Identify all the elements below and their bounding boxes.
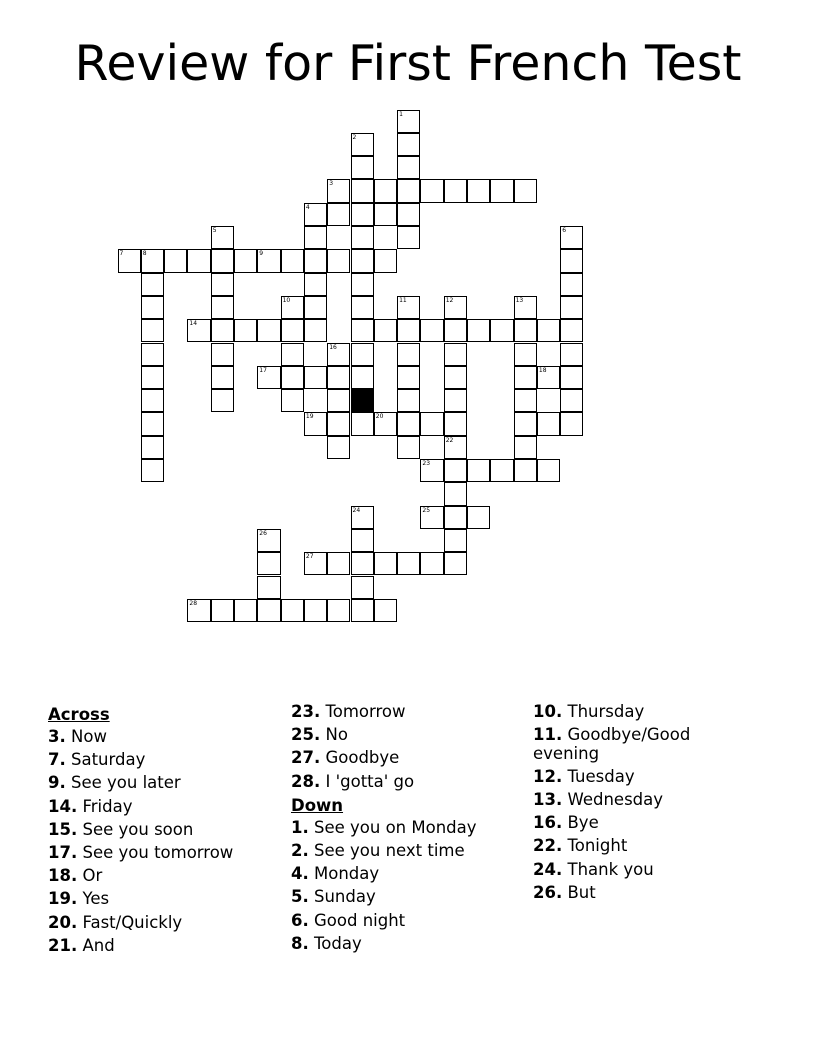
grid-cell[interactable] bbox=[444, 506, 467, 529]
clue-item-number: 27. bbox=[291, 748, 321, 768]
grid-cell[interactable] bbox=[420, 506, 443, 529]
grid-cell[interactable] bbox=[351, 506, 374, 529]
clue-item-number: 22. bbox=[533, 836, 563, 856]
clue-item bbox=[291, 749, 531, 768]
clue-item-text: Sunday bbox=[314, 887, 376, 907]
clue-number: 28 bbox=[189, 599, 198, 607]
clue-item bbox=[48, 798, 288, 817]
grid-cell[interactable] bbox=[444, 179, 467, 202]
clue-item-number: 21. bbox=[48, 935, 78, 955]
grid-cell[interactable] bbox=[444, 412, 467, 435]
clue-number: 7 bbox=[119, 250, 124, 258]
grid-cell[interactable] bbox=[397, 296, 420, 319]
clue-item-text: Goodbye/Good evening bbox=[533, 725, 691, 763]
grid-cell[interactable] bbox=[351, 552, 374, 575]
grid-cell[interactable] bbox=[514, 296, 537, 319]
grid-cell[interactable] bbox=[211, 366, 234, 389]
clue-item bbox=[291, 888, 531, 907]
grid-cell[interactable] bbox=[141, 249, 164, 272]
clue-item-text: Tonight bbox=[567, 836, 628, 856]
clue-item-number: 12. bbox=[533, 766, 563, 786]
clue-item-text: No bbox=[325, 725, 348, 745]
clue-item bbox=[48, 821, 288, 840]
grid-cell[interactable] bbox=[397, 389, 420, 412]
grid-cell[interactable] bbox=[327, 249, 350, 272]
clue-item bbox=[291, 912, 531, 931]
grid-cell[interactable] bbox=[351, 156, 374, 179]
grid-cell[interactable] bbox=[420, 412, 443, 435]
grid-cell[interactable] bbox=[118, 249, 141, 272]
grid-cell[interactable] bbox=[351, 576, 374, 599]
clue-item bbox=[291, 773, 531, 792]
grid-cell[interactable] bbox=[257, 576, 280, 599]
grid-cell[interactable] bbox=[560, 273, 583, 296]
grid-cell[interactable] bbox=[257, 599, 280, 622]
grid-cell[interactable] bbox=[537, 459, 560, 482]
clue-item-text: Tuesday bbox=[567, 766, 635, 786]
clue-number: 12 bbox=[445, 296, 454, 304]
grid-cell[interactable] bbox=[234, 319, 257, 342]
clue-item bbox=[291, 819, 531, 838]
clue-item-number: 5. bbox=[291, 887, 309, 907]
clue-number: 25 bbox=[422, 506, 431, 514]
grid-cell[interactable] bbox=[397, 133, 420, 156]
grid-cell[interactable] bbox=[444, 482, 467, 505]
grid-cell[interactable] bbox=[141, 319, 164, 342]
grid-cell[interactable] bbox=[304, 412, 327, 435]
grid-cell[interactable] bbox=[351, 599, 374, 622]
clue-number: 14 bbox=[189, 320, 198, 328]
clue-item-number: 1. bbox=[291, 817, 309, 837]
clue-item-text: Goodbye bbox=[325, 748, 400, 768]
clue-item bbox=[48, 937, 288, 956]
clue-item bbox=[291, 935, 531, 954]
grid-cell[interactable] bbox=[281, 366, 304, 389]
grid-cell[interactable] bbox=[444, 459, 467, 482]
grid-cell[interactable] bbox=[351, 249, 374, 272]
grid-cell[interactable] bbox=[537, 412, 560, 435]
grid-cell[interactable] bbox=[351, 343, 374, 366]
clue-item bbox=[533, 884, 733, 903]
grid-cell[interactable] bbox=[374, 599, 397, 622]
grid-cell[interactable] bbox=[397, 366, 420, 389]
grid-cell[interactable] bbox=[257, 529, 280, 552]
grid-cell[interactable] bbox=[281, 389, 304, 412]
grid-cell[interactable] bbox=[211, 599, 234, 622]
clue-item-text: Yes bbox=[82, 889, 110, 909]
grid-cell[interactable] bbox=[537, 366, 560, 389]
clue-item bbox=[533, 726, 733, 763]
grid-cell[interactable] bbox=[514, 389, 537, 412]
grid-cell[interactable] bbox=[281, 296, 304, 319]
clue-number: 27 bbox=[305, 553, 314, 561]
clue-item-number: 23. bbox=[291, 702, 321, 721]
grid-cell[interactable] bbox=[560, 296, 583, 319]
clue-item bbox=[533, 768, 733, 787]
clue-item-text: See you later bbox=[71, 773, 181, 793]
clue-item-text: See you on Monday bbox=[314, 817, 477, 837]
clue-item bbox=[533, 791, 733, 810]
grid-cell[interactable] bbox=[514, 436, 537, 459]
black-square bbox=[351, 389, 374, 412]
clue-item-number: 28. bbox=[291, 771, 321, 791]
grid-cell[interactable] bbox=[304, 273, 327, 296]
clue-item bbox=[533, 703, 733, 722]
grid-cell[interactable] bbox=[514, 343, 537, 366]
grid-cell[interactable] bbox=[234, 599, 257, 622]
grid-cell[interactable] bbox=[141, 389, 164, 412]
grid-cell[interactable] bbox=[560, 389, 583, 412]
clue-item bbox=[48, 728, 288, 747]
clue-item-text: Today bbox=[314, 933, 362, 953]
clue-section-heading: Down bbox=[291, 795, 344, 815]
grid-cell[interactable] bbox=[304, 599, 327, 622]
clue-section-heading: Across bbox=[48, 705, 110, 724]
grid-cell[interactable] bbox=[420, 459, 443, 482]
clue-item bbox=[291, 842, 531, 861]
clue-item-text: Fast/Quickly bbox=[82, 912, 183, 932]
clue-number: 10 bbox=[282, 296, 291, 304]
grid-cell[interactable] bbox=[397, 412, 420, 435]
grid-cell[interactable] bbox=[327, 343, 350, 366]
grid-cell[interactable] bbox=[141, 436, 164, 459]
clue-item-text: Tomorrow bbox=[325, 702, 406, 721]
clue-number: 2 bbox=[352, 133, 357, 141]
clue-number: 19 bbox=[305, 413, 314, 421]
clue-column-2 bbox=[291, 703, 531, 958]
grid-cell[interactable] bbox=[444, 343, 467, 366]
grid-cell[interactable] bbox=[397, 203, 420, 226]
clue-number: 17 bbox=[259, 366, 267, 374]
grid-cell[interactable] bbox=[211, 226, 234, 249]
grid-cell[interactable] bbox=[327, 203, 350, 226]
grid-cell[interactable] bbox=[327, 366, 350, 389]
grid-cell[interactable] bbox=[514, 179, 537, 202]
grid-cell[interactable] bbox=[187, 599, 210, 622]
grid-cell[interactable] bbox=[211, 389, 234, 412]
grid-cell[interactable] bbox=[397, 343, 420, 366]
clue-item-number: 18. bbox=[48, 866, 78, 886]
grid-cell[interactable] bbox=[490, 319, 513, 342]
grid-cell[interactable] bbox=[467, 506, 490, 529]
grid-cell[interactable] bbox=[304, 249, 327, 272]
grid-cell[interactable] bbox=[514, 319, 537, 342]
grid-cell[interactable] bbox=[444, 296, 467, 319]
grid-cell[interactable] bbox=[141, 273, 164, 296]
clue-item-text: Now bbox=[71, 727, 107, 746]
grid-cell[interactable] bbox=[257, 552, 280, 575]
clue-number: 16 bbox=[329, 343, 337, 351]
clue-item-text: Monday bbox=[314, 864, 380, 884]
grid-cell[interactable] bbox=[374, 552, 397, 575]
clue-item-text: Thursday bbox=[567, 702, 645, 721]
grid-cell[interactable] bbox=[211, 343, 234, 366]
grid-cell[interactable] bbox=[141, 412, 164, 435]
grid-cell[interactable] bbox=[351, 529, 374, 552]
grid-cell[interactable] bbox=[211, 249, 234, 272]
grid-cell[interactable] bbox=[351, 296, 374, 319]
clue-column-1 bbox=[48, 703, 288, 960]
clue-item-number: 17. bbox=[48, 842, 78, 862]
clue-item-number: 7. bbox=[48, 750, 66, 770]
clue-item-number: 2. bbox=[291, 840, 309, 860]
grid-cell[interactable] bbox=[304, 226, 327, 249]
clue-item-text: Saturday bbox=[71, 750, 146, 770]
clue-item-number: 11. bbox=[533, 725, 563, 745]
grid-cell[interactable] bbox=[141, 366, 164, 389]
grid-cell[interactable] bbox=[257, 366, 280, 389]
grid-cell[interactable] bbox=[444, 319, 467, 342]
clue-item bbox=[291, 703, 531, 722]
grid-cell[interactable] bbox=[187, 249, 210, 272]
clue-item-number: 15. bbox=[48, 819, 78, 839]
grid-cell[interactable] bbox=[327, 599, 350, 622]
clue-column-3 bbox=[533, 703, 733, 907]
grid-cell[interactable] bbox=[514, 412, 537, 435]
grid-cell[interactable] bbox=[327, 179, 350, 202]
grid-cell[interactable] bbox=[351, 412, 374, 435]
clue-item-text: Thank you bbox=[567, 859, 654, 879]
clue-item-number: 10. bbox=[533, 702, 563, 721]
grid-cell[interactable] bbox=[537, 319, 560, 342]
grid-cell[interactable] bbox=[327, 389, 350, 412]
grid-cell[interactable] bbox=[560, 226, 583, 249]
clue-number: 23 bbox=[422, 460, 431, 467]
grid-cell[interactable] bbox=[514, 366, 537, 389]
clue-number: 18 bbox=[538, 366, 547, 374]
grid-cell[interactable] bbox=[141, 459, 164, 482]
clue-item bbox=[48, 914, 288, 933]
grid-cell[interactable] bbox=[560, 319, 583, 342]
grid-cell[interactable] bbox=[397, 319, 420, 342]
clue-item-text: Or bbox=[82, 866, 103, 886]
clue-number: 22 bbox=[445, 436, 454, 444]
clue-item-text: See you soon bbox=[82, 819, 194, 839]
clue-item-text: Wednesday bbox=[567, 790, 664, 810]
clue-item-number: 6. bbox=[291, 910, 309, 930]
clue-item-number: 13. bbox=[533, 790, 563, 810]
grid-cell[interactable] bbox=[351, 366, 374, 389]
grid-cell[interactable] bbox=[374, 412, 397, 435]
grid-cell[interactable] bbox=[560, 249, 583, 272]
grid-cell[interactable] bbox=[397, 552, 420, 575]
grid-cell[interactable] bbox=[304, 296, 327, 319]
grid-cell[interactable] bbox=[560, 343, 583, 366]
grid-cell[interactable] bbox=[281, 249, 304, 272]
grid-cell[interactable] bbox=[467, 459, 490, 482]
grid-cell[interactable] bbox=[444, 436, 467, 459]
clue-number: 5 bbox=[212, 227, 217, 234]
clue-item-number: 4. bbox=[291, 864, 309, 884]
grid-cell[interactable] bbox=[211, 273, 234, 296]
clue-number: 24 bbox=[352, 506, 361, 514]
clue-number: 3 bbox=[329, 180, 334, 188]
grid-cell[interactable] bbox=[187, 319, 210, 342]
clue-item-text: And bbox=[82, 935, 115, 955]
grid-cell[interactable] bbox=[490, 179, 513, 202]
clue-item-text: Good night bbox=[314, 910, 406, 930]
clue-number: 8 bbox=[142, 250, 147, 258]
clue-item-text: I 'gotta' go bbox=[325, 771, 415, 791]
grid-cell[interactable] bbox=[164, 249, 187, 272]
grid-cell[interactable] bbox=[420, 552, 443, 575]
grid-cell[interactable] bbox=[211, 319, 234, 342]
grid-cell[interactable] bbox=[141, 296, 164, 319]
grid-cell[interactable] bbox=[327, 412, 350, 435]
clue-item bbox=[48, 890, 288, 909]
clue-number: 9 bbox=[259, 250, 264, 258]
grid-cell[interactable] bbox=[444, 529, 467, 552]
grid-cell[interactable] bbox=[560, 412, 583, 435]
grid-cell[interactable] bbox=[397, 436, 420, 459]
grid-cell[interactable] bbox=[351, 203, 374, 226]
grid-cell[interactable] bbox=[351, 273, 374, 296]
grid-cell[interactable] bbox=[304, 319, 327, 342]
clue-item bbox=[48, 844, 288, 863]
clue-item-text: See you next time bbox=[314, 840, 465, 860]
clue-item bbox=[48, 867, 288, 886]
grid-cell[interactable] bbox=[304, 203, 327, 226]
grid-cell[interactable] bbox=[514, 459, 537, 482]
grid-cell[interactable] bbox=[444, 552, 467, 575]
grid-cell[interactable] bbox=[327, 552, 350, 575]
clue-item-number: 3. bbox=[48, 727, 66, 746]
grid-cell[interactable] bbox=[560, 366, 583, 389]
grid-cell[interactable] bbox=[420, 179, 443, 202]
grid-cell[interactable] bbox=[374, 179, 397, 202]
grid-cell[interactable] bbox=[257, 249, 280, 272]
grid-cell[interactable] bbox=[420, 319, 443, 342]
clue-item-number: 20. bbox=[48, 912, 78, 932]
clue-item-number: 8. bbox=[291, 933, 309, 953]
grid-cell[interactable] bbox=[304, 366, 327, 389]
grid-cell[interactable] bbox=[444, 366, 467, 389]
clue-number: 11 bbox=[399, 296, 407, 304]
clue-number: 26 bbox=[259, 529, 267, 537]
grid-cell[interactable] bbox=[281, 343, 304, 366]
grid-cell[interactable] bbox=[467, 319, 490, 342]
grid-cell[interactable] bbox=[374, 203, 397, 226]
clue-item bbox=[533, 814, 733, 833]
clue-item bbox=[533, 837, 733, 856]
grid-cell[interactable] bbox=[327, 436, 350, 459]
clue-item-text: But bbox=[567, 882, 596, 902]
grid-cell[interactable] bbox=[444, 389, 467, 412]
clue-item bbox=[291, 726, 531, 745]
grid-cell[interactable] bbox=[397, 110, 420, 133]
clue-item-number: 26. bbox=[533, 882, 563, 902]
clue-item-number: 14. bbox=[48, 796, 78, 816]
clue-number: 6 bbox=[562, 227, 567, 234]
page-title: Review for First French Test bbox=[74, 35, 742, 92]
clue-item-number: 24. bbox=[533, 859, 563, 879]
clue-number: 4 bbox=[305, 203, 310, 211]
grid-cell[interactable] bbox=[141, 343, 164, 366]
grid-cell[interactable] bbox=[351, 319, 374, 342]
grid-cell[interactable] bbox=[304, 552, 327, 575]
clue-item-number: 16. bbox=[533, 813, 563, 833]
grid-cell[interactable] bbox=[397, 156, 420, 179]
clue-item-text: Friday bbox=[82, 796, 133, 816]
clue-item-number: 9. bbox=[48, 773, 66, 793]
grid-cell[interactable] bbox=[281, 319, 304, 342]
grid-cell[interactable] bbox=[234, 249, 257, 272]
clue-item-number: 19. bbox=[48, 889, 78, 909]
grid-cell[interactable] bbox=[374, 319, 397, 342]
grid-cell[interactable] bbox=[281, 599, 304, 622]
grid-cell[interactable] bbox=[490, 459, 513, 482]
grid-cell[interactable] bbox=[467, 179, 490, 202]
clue-number: 13 bbox=[515, 296, 524, 304]
grid-cell[interactable] bbox=[397, 226, 420, 249]
grid-cell[interactable] bbox=[351, 179, 374, 202]
grid-cell[interactable] bbox=[351, 226, 374, 249]
clue-item bbox=[533, 861, 733, 880]
grid-cell[interactable] bbox=[257, 319, 280, 342]
clue-item-text: See you tomorrow bbox=[82, 842, 234, 862]
clue-item-text: Bye bbox=[567, 813, 599, 833]
clue-number: 1 bbox=[399, 110, 403, 118]
grid-cell[interactable] bbox=[211, 296, 234, 319]
clue-item-number: 25. bbox=[291, 725, 321, 745]
clue-item bbox=[291, 865, 531, 884]
clue-item bbox=[48, 751, 288, 770]
clue-item bbox=[48, 774, 288, 793]
clue-number: 20 bbox=[375, 413, 384, 421]
grid-cell[interactable] bbox=[397, 179, 420, 202]
grid-cell[interactable] bbox=[351, 133, 374, 156]
grid-cell[interactable] bbox=[374, 249, 397, 272]
